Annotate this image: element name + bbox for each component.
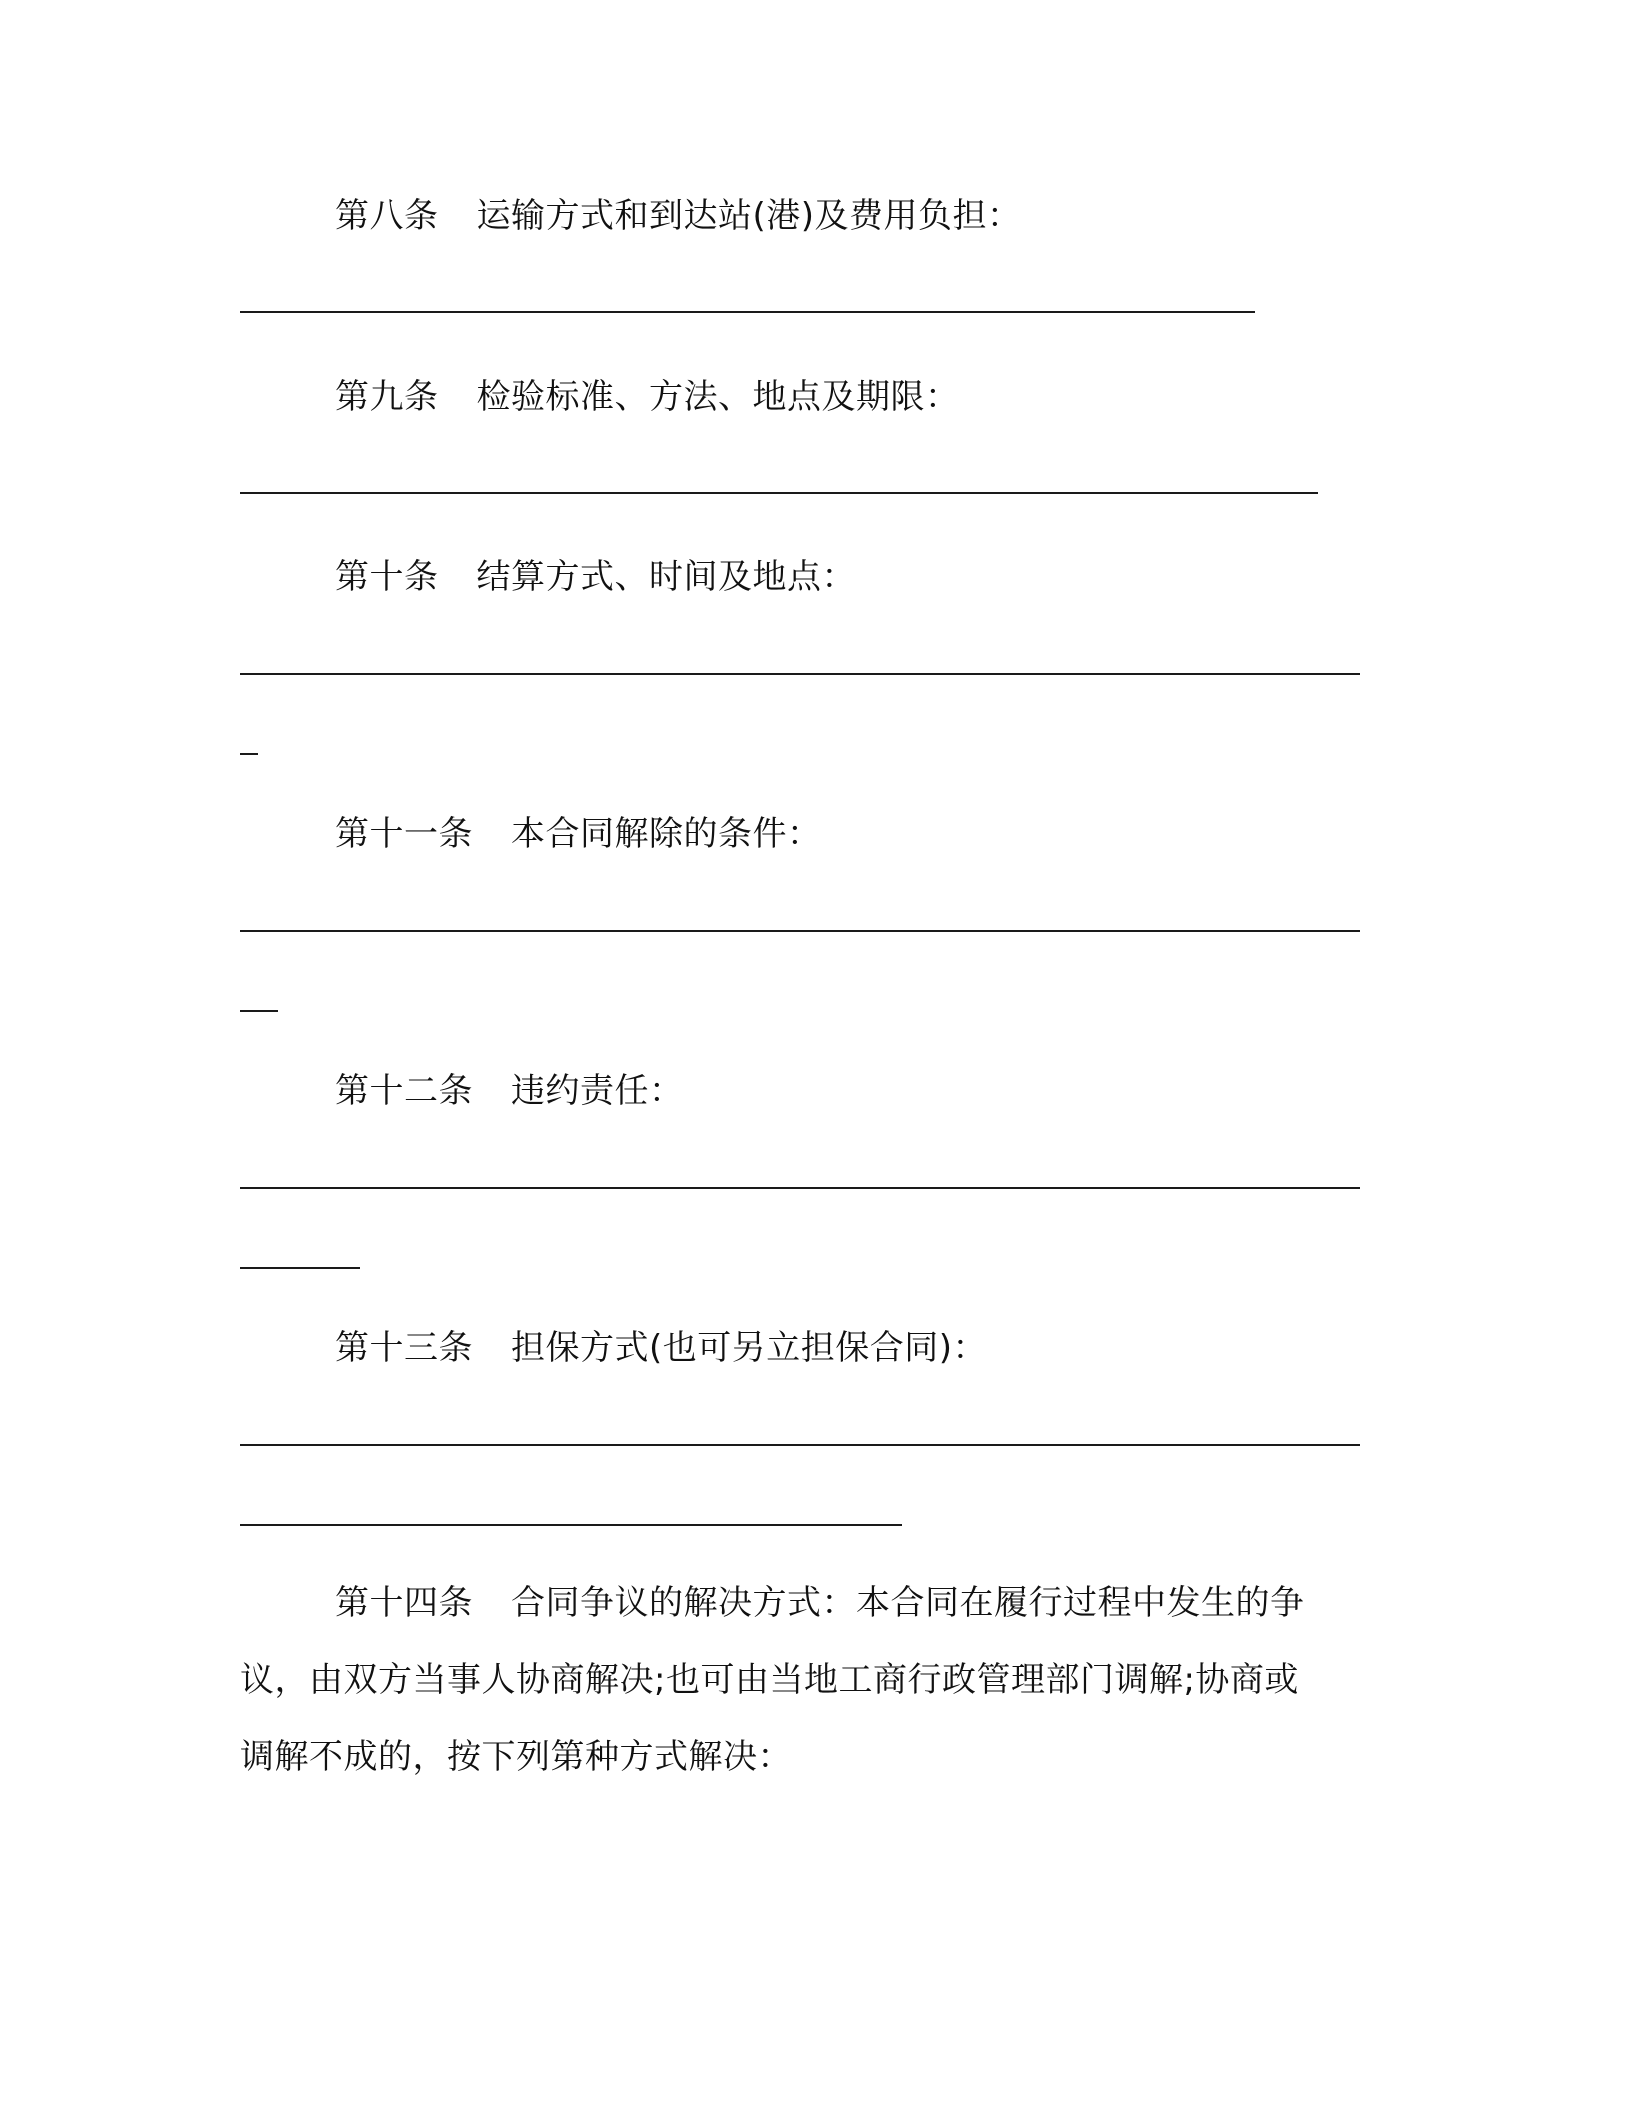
article-14-paragraph: [240, 1565, 1390, 1796]
fill-in-line: [240, 930, 1360, 932]
article-text: 合同争议的解决方式：本合同在履行过程中发生的争: [511, 1583, 1305, 1623]
article-number: 第十二条: [335, 1071, 473, 1111]
article-title: 检验标准、方法、地点及期限：: [476, 377, 960, 417]
article-title: 本合同解除的条件：: [511, 814, 822, 854]
fill-in-line: [240, 673, 1360, 675]
paragraph-line: 议，由双方当事人协商解决;也可由当地工商行政管理部门调解;协商或: [240, 1660, 1299, 1700]
article-title: 运输方式和到达站(港)及费用负担：: [476, 196, 1022, 236]
article-12-heading: [335, 1071, 684, 1111]
article-number: 第九条: [335, 377, 439, 417]
article-9-heading: [335, 377, 960, 417]
fill-in-line: [240, 1267, 360, 1269]
article-number: 第十条: [335, 557, 439, 597]
article-title: 违约责任：: [511, 1071, 684, 1111]
fill-in-line: [240, 1010, 278, 1012]
paragraph-line: [240, 1565, 1390, 1642]
article-title: 担保方式(也可另立担保合同)：: [511, 1328, 988, 1368]
fill-in-line: [240, 1444, 1360, 1446]
article-8-heading: [335, 196, 1022, 236]
article-number: 第十四条: [335, 1583, 473, 1623]
article-11-heading: [335, 814, 822, 854]
fill-in-line: [240, 492, 1318, 494]
fill-in-line: [240, 1524, 902, 1526]
fill-in-line: [240, 753, 258, 755]
paragraph-line: 调解不成的，按下列第种方式解决：: [240, 1737, 792, 1777]
article-title: 结算方式、时间及地点：: [476, 557, 856, 597]
article-number: 第八条: [335, 196, 439, 236]
article-number: 第十一条: [335, 814, 473, 854]
article-13-heading: [335, 1328, 987, 1368]
article-10-heading: [335, 557, 856, 597]
fill-in-line: [240, 1187, 1360, 1189]
article-number: 第十三条: [335, 1328, 473, 1368]
fill-in-line: [240, 311, 1255, 313]
